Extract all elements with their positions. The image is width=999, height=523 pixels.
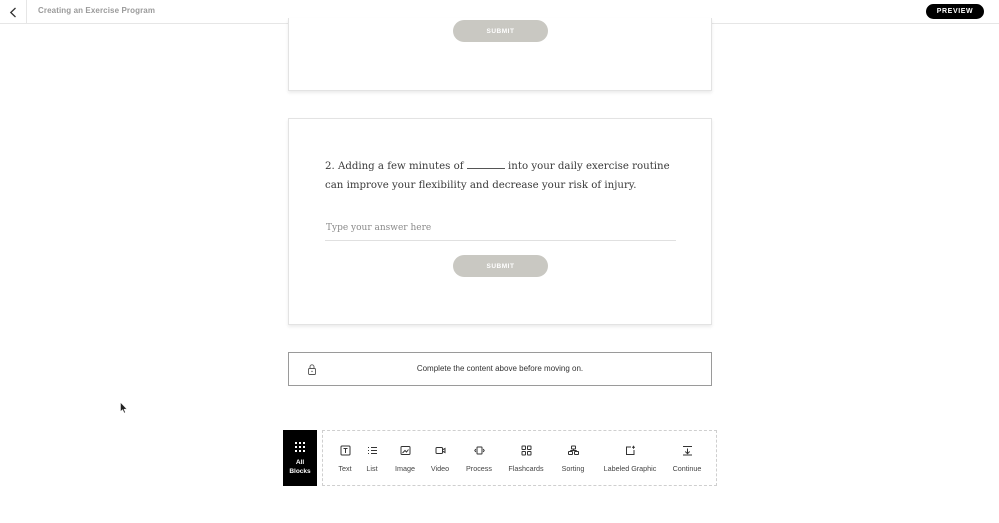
- continue-icon: [682, 445, 693, 456]
- all-blocks-button[interactable]: [283, 430, 317, 486]
- image-icon: [400, 445, 411, 456]
- back-button[interactable]: [0, 0, 27, 24]
- list-icon: [367, 445, 378, 456]
- question-text-after: into your daily exercise routine can improve your flexibility and decrease your risk of injury.: [325, 161, 670, 191]
- block-labeled-graphic-button[interactable]: Labeled Graphic: [599, 431, 661, 485]
- block-image-button[interactable]: Image: [393, 431, 417, 485]
- submit-button-previous[interactable]: SUBMIT: [453, 20, 548, 42]
- video-icon: [435, 445, 446, 456]
- question-text-before: 2. Adding a few minutes of: [325, 161, 464, 172]
- preview-button[interactable]: PREVIEW: [926, 4, 984, 19]
- lock-notice-text: Complete the content above before moving on.: [416, 364, 584, 373]
- flashcards-icon: [521, 445, 532, 456]
- mouse-cursor-icon: [120, 402, 128, 414]
- text-icon: [340, 445, 351, 456]
- question-card-previous: [288, 18, 712, 91]
- block-sorting-button[interactable]: Sorting: [558, 431, 588, 485]
- course-title: Creating an Exercise Program: [38, 6, 156, 15]
- block-list-button[interactable]: List: [363, 431, 381, 485]
- chevron-left-icon: [9, 7, 17, 18]
- block-video-button[interactable]: Video: [429, 431, 451, 485]
- fill-in-blank: [467, 159, 505, 169]
- block-toolbar: [322, 430, 717, 486]
- block-flashcards-button[interactable]: Flashcards: [506, 431, 546, 485]
- question-text: [325, 157, 677, 195]
- block-text-button[interactable]: Text: [334, 431, 356, 485]
- grid-icon: [295, 442, 305, 452]
- block-process-button[interactable]: Process: [464, 431, 494, 485]
- submit-button[interactable]: SUBMIT: [453, 255, 548, 277]
- process-icon: [474, 445, 485, 456]
- block-continue-button[interactable]: Continue: [670, 431, 704, 485]
- sorting-icon: [568, 445, 579, 456]
- answer-input[interactable]: [325, 216, 676, 241]
- question-card-2: [288, 118, 712, 325]
- lock-notice: [288, 352, 712, 386]
- labeled-graphic-icon: [625, 445, 636, 456]
- all-blocks-label: All Blocks: [289, 459, 311, 475]
